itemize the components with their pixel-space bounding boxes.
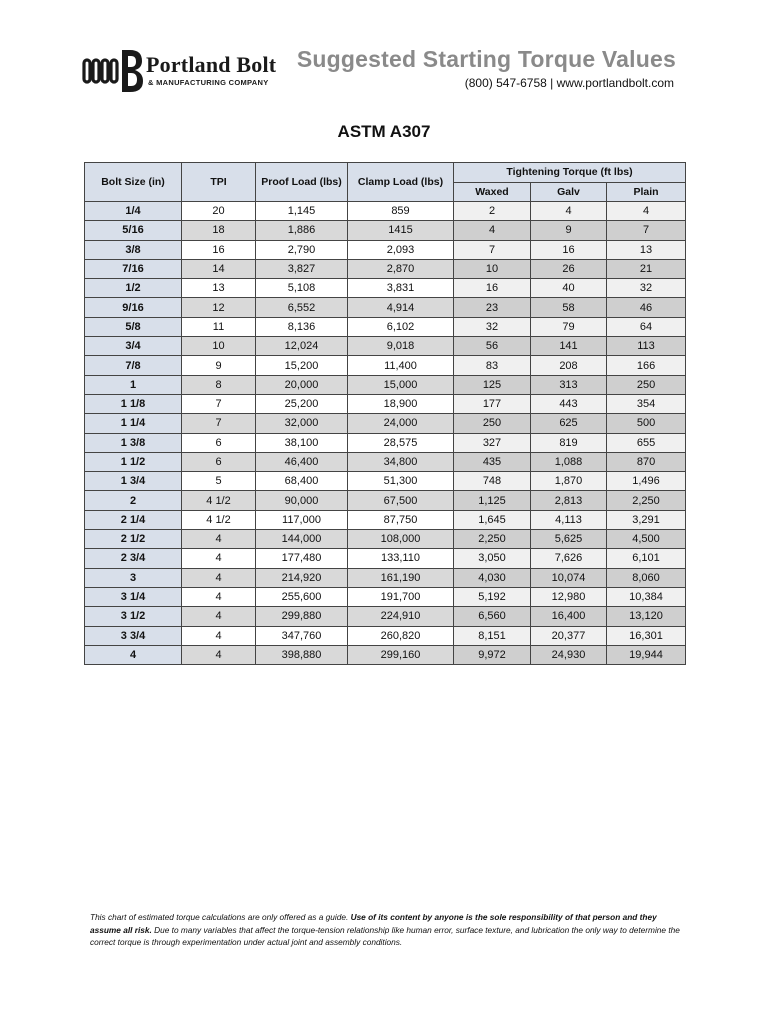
- cell-proof-load: 46,400: [256, 452, 348, 471]
- brand-name: Portland Bolt: [146, 52, 277, 77]
- cell-clamp-load: 24,000: [348, 414, 454, 433]
- cell-galv: 819: [531, 433, 607, 452]
- table-row: [85, 317, 686, 336]
- cell-plain: 21: [607, 259, 686, 278]
- cell-bolt-size: 7/16: [85, 259, 182, 278]
- cell-galv: 313: [531, 375, 607, 394]
- cell-galv: 20,377: [531, 626, 607, 645]
- table-row: [85, 375, 686, 394]
- cell-tpi: 18: [182, 221, 256, 240]
- cell-galv: 16,400: [531, 607, 607, 626]
- document-title: Suggested Starting Torque Values: [296, 46, 676, 72]
- cell-bolt-size: 1 1/8: [85, 394, 182, 413]
- header-clamp-load: Clamp Load (lbs): [348, 163, 454, 202]
- header-proof-load: Proof Load (lbs): [256, 163, 348, 202]
- cell-waxed: 250: [454, 414, 531, 433]
- cell-bolt-size: 1/4: [85, 202, 182, 221]
- cell-tpi: 11: [182, 317, 256, 336]
- table-row: [85, 472, 686, 491]
- cell-waxed: 5,192: [454, 587, 531, 606]
- disclaimer-text-1: This chart of estimated torque calculations are only offered as a guide.: [90, 912, 351, 922]
- cell-tpi: 4: [182, 568, 256, 587]
- cell-galv: 7,626: [531, 549, 607, 568]
- cell-galv: 1,088: [531, 452, 607, 471]
- cell-proof-load: 398,880: [256, 645, 348, 664]
- cell-galv: 141: [531, 337, 607, 356]
- cell-waxed: 4,030: [454, 568, 531, 587]
- cell-waxed: 435: [454, 452, 531, 471]
- cell-proof-load: 117,000: [256, 510, 348, 529]
- cell-tpi: 12: [182, 298, 256, 317]
- cell-bolt-size: 2 1/4: [85, 510, 182, 529]
- table-row: [85, 337, 686, 356]
- table-row: [85, 433, 686, 452]
- cell-galv: 2,813: [531, 491, 607, 510]
- cell-waxed: 6,560: [454, 607, 531, 626]
- cell-plain: 46: [607, 298, 686, 317]
- table-row: [85, 568, 686, 587]
- cell-waxed: 10: [454, 259, 531, 278]
- cell-proof-load: 5,108: [256, 279, 348, 298]
- cell-waxed: 1,645: [454, 510, 531, 529]
- cell-waxed: 7: [454, 240, 531, 259]
- cell-proof-load: 32,000: [256, 414, 348, 433]
- cell-waxed: 56: [454, 337, 531, 356]
- cell-clamp-load: 28,575: [348, 433, 454, 452]
- table-row: [85, 356, 686, 375]
- cell-bolt-size: 1 1/2: [85, 452, 182, 471]
- cell-bolt-size: 3: [85, 568, 182, 587]
- cell-plain: 870: [607, 452, 686, 471]
- disclaimer-text-2: Use of its content by anyone is the sole responsibility of that person and they assume all risk.: [90, 912, 657, 935]
- cell-galv: 24,930: [531, 645, 607, 664]
- cell-tpi: 5: [182, 472, 256, 491]
- cell-bolt-size: 1 1/4: [85, 414, 182, 433]
- cell-waxed: 2,250: [454, 530, 531, 549]
- cell-plain: 1,496: [607, 472, 686, 491]
- cell-waxed: 125: [454, 375, 531, 394]
- cell-waxed: 2: [454, 202, 531, 221]
- cell-plain: 500: [607, 414, 686, 433]
- table-row: [85, 491, 686, 510]
- cell-bolt-size: 9/16: [85, 298, 182, 317]
- cell-proof-load: 12,024: [256, 337, 348, 356]
- cell-clamp-load: 15,000: [348, 375, 454, 394]
- cell-bolt-size: 3/4: [85, 337, 182, 356]
- table-row: [85, 221, 686, 240]
- table-row: [85, 587, 686, 606]
- cell-tpi: 6: [182, 433, 256, 452]
- table-row: [85, 549, 686, 568]
- cell-clamp-load: 224,910: [348, 607, 454, 626]
- cell-clamp-load: 191,700: [348, 587, 454, 606]
- header-plain: Plain: [607, 182, 686, 202]
- cell-waxed: 9,972: [454, 645, 531, 664]
- table-row: [85, 202, 686, 221]
- cell-galv: 40: [531, 279, 607, 298]
- cell-galv: 625: [531, 414, 607, 433]
- cell-galv: 208: [531, 356, 607, 375]
- cell-tpi: 9: [182, 356, 256, 375]
- cell-plain: 3,291: [607, 510, 686, 529]
- cell-clamp-load: 1415: [348, 221, 454, 240]
- cell-clamp-load: 161,190: [348, 568, 454, 587]
- cell-bolt-size: 2 3/4: [85, 549, 182, 568]
- cell-tpi: 10: [182, 337, 256, 356]
- cell-clamp-load: 2,870: [348, 259, 454, 278]
- contact-info: (800) 547-6758 | www.portlandbolt.com: [464, 76, 674, 90]
- cell-tpi: 16: [182, 240, 256, 259]
- cell-bolt-size: 3 1/2: [85, 607, 182, 626]
- cell-plain: 13,120: [607, 607, 686, 626]
- cell-clamp-load: 34,800: [348, 452, 454, 471]
- spec-title: ASTM A307: [337, 122, 431, 141]
- cell-plain: 4: [607, 202, 686, 221]
- cell-waxed: 8,151: [454, 626, 531, 645]
- cell-tpi: 20: [182, 202, 256, 221]
- cell-plain: 16,301: [607, 626, 686, 645]
- cell-plain: 10,384: [607, 587, 686, 606]
- cell-tpi: 13: [182, 279, 256, 298]
- cell-proof-load: 15,200: [256, 356, 348, 375]
- cell-galv: 16: [531, 240, 607, 259]
- cell-clamp-load: 299,160: [348, 645, 454, 664]
- cell-proof-load: 299,880: [256, 607, 348, 626]
- cell-galv: 58: [531, 298, 607, 317]
- cell-proof-load: 255,600: [256, 587, 348, 606]
- header-bolt-size: Bolt Size (in): [85, 163, 182, 202]
- cell-tpi: 14: [182, 259, 256, 278]
- cell-plain: 354: [607, 394, 686, 413]
- cell-clamp-load: 51,300: [348, 472, 454, 491]
- cell-proof-load: 214,920: [256, 568, 348, 587]
- cell-proof-load: 20,000: [256, 375, 348, 394]
- cell-galv: 4,113: [531, 510, 607, 529]
- cell-galv: 26: [531, 259, 607, 278]
- cell-clamp-load: 133,110: [348, 549, 454, 568]
- cell-galv: 9: [531, 221, 607, 240]
- cell-proof-load: 177,480: [256, 549, 348, 568]
- cell-tpi: 7: [182, 394, 256, 413]
- cell-waxed: 16: [454, 279, 531, 298]
- cell-plain: 166: [607, 356, 686, 375]
- torque-table: [84, 162, 686, 665]
- table-row: [85, 394, 686, 413]
- cell-plain: 113: [607, 337, 686, 356]
- cell-bolt-size: 1 3/4: [85, 472, 182, 491]
- cell-waxed: 32: [454, 317, 531, 336]
- cell-waxed: 748: [454, 472, 531, 491]
- cell-tpi: 4: [182, 549, 256, 568]
- cell-plain: 32: [607, 279, 686, 298]
- cell-clamp-load: 6,102: [348, 317, 454, 336]
- cell-tpi: 8: [182, 375, 256, 394]
- table-row: [85, 626, 686, 645]
- cell-proof-load: 38,100: [256, 433, 348, 452]
- table-row: [85, 530, 686, 549]
- company-logo: [82, 44, 282, 98]
- cell-clamp-load: 108,000: [348, 530, 454, 549]
- cell-tpi: 4 1/2: [182, 510, 256, 529]
- table-row: [85, 414, 686, 433]
- table-row: [85, 259, 686, 278]
- cell-plain: 8,060: [607, 568, 686, 587]
- cell-proof-load: 6,552: [256, 298, 348, 317]
- cell-galv: 10,074: [531, 568, 607, 587]
- cell-galv: 12,980: [531, 587, 607, 606]
- cell-proof-load: 8,136: [256, 317, 348, 336]
- table-row: [85, 510, 686, 529]
- cell-proof-load: 90,000: [256, 491, 348, 510]
- cell-waxed: 3,050: [454, 549, 531, 568]
- cell-tpi: 4: [182, 626, 256, 645]
- cell-proof-load: 25,200: [256, 394, 348, 413]
- cell-bolt-size: 3 1/4: [85, 587, 182, 606]
- cell-tpi: 4: [182, 587, 256, 606]
- cell-proof-load: 1,145: [256, 202, 348, 221]
- cell-plain: 64: [607, 317, 686, 336]
- cell-tpi: 4: [182, 645, 256, 664]
- cell-proof-load: 144,000: [256, 530, 348, 549]
- cell-proof-load: 347,760: [256, 626, 348, 645]
- page-header: [0, 0, 768, 110]
- cell-bolt-size: 4: [85, 645, 182, 664]
- cell-bolt-size: 1/2: [85, 279, 182, 298]
- cell-plain: 4,500: [607, 530, 686, 549]
- disclaimer: [90, 911, 680, 949]
- torque-table-body: [85, 202, 686, 665]
- cell-bolt-size: 3/8: [85, 240, 182, 259]
- cell-galv: 1,870: [531, 472, 607, 491]
- table-row: [85, 279, 686, 298]
- cell-plain: 6,101: [607, 549, 686, 568]
- cell-clamp-load: 87,750: [348, 510, 454, 529]
- header-galv: Galv: [531, 182, 607, 202]
- cell-proof-load: 68,400: [256, 472, 348, 491]
- cell-proof-load: 2,790: [256, 240, 348, 259]
- cell-plain: 655: [607, 433, 686, 452]
- cell-clamp-load: 260,820: [348, 626, 454, 645]
- header-waxed: Waxed: [454, 182, 531, 202]
- cell-bolt-size: 5/8: [85, 317, 182, 336]
- cell-bolt-size: 5/16: [85, 221, 182, 240]
- header-tpi: TPI: [182, 163, 256, 202]
- brand-subtitle: & MANUFACTURING COMPANY: [148, 78, 269, 87]
- cell-galv: 4: [531, 202, 607, 221]
- cell-waxed: 1,125: [454, 491, 531, 510]
- cell-plain: 2,250: [607, 491, 686, 510]
- cell-galv: 443: [531, 394, 607, 413]
- cell-plain: 7: [607, 221, 686, 240]
- cell-galv: 79: [531, 317, 607, 336]
- disclaimer-text-3: Due to many variables that affect the torque-tension relationship like human error, surface texture, and lubrication the only way to determine the correct torque is through experimentation under actual joint and assembly conditions.: [90, 924, 680, 947]
- cell-plain: 13: [607, 240, 686, 259]
- cell-clamp-load: 18,900: [348, 394, 454, 413]
- cell-clamp-load: 859: [348, 202, 454, 221]
- table-row: [85, 452, 686, 471]
- cell-clamp-load: 4,914: [348, 298, 454, 317]
- cell-bolt-size: 1: [85, 375, 182, 394]
- cell-tpi: 4 1/2: [182, 491, 256, 510]
- cell-bolt-size: 1 3/8: [85, 433, 182, 452]
- cell-plain: 19,944: [607, 645, 686, 664]
- cell-galv: 5,625: [531, 530, 607, 549]
- table-row: [85, 645, 686, 664]
- cell-tpi: 6: [182, 452, 256, 471]
- cell-waxed: 177: [454, 394, 531, 413]
- cell-bolt-size: 2 1/2: [85, 530, 182, 549]
- cell-tpi: 4: [182, 530, 256, 549]
- table-row: [85, 607, 686, 626]
- cell-tpi: 4: [182, 607, 256, 626]
- cell-tpi: 7: [182, 414, 256, 433]
- cell-bolt-size: 2: [85, 491, 182, 510]
- cell-plain: 250: [607, 375, 686, 394]
- cell-waxed: 83: [454, 356, 531, 375]
- cell-waxed: 23: [454, 298, 531, 317]
- header-tightening-torque: Tightening Torque (ft lbs): [454, 163, 686, 183]
- table-row: [85, 240, 686, 259]
- cell-waxed: 327: [454, 433, 531, 452]
- cell-bolt-size: 7/8: [85, 356, 182, 375]
- cell-proof-load: 3,827: [256, 259, 348, 278]
- cell-clamp-load: 11,400: [348, 356, 454, 375]
- cell-clamp-load: 2,093: [348, 240, 454, 259]
- cell-clamp-load: 9,018: [348, 337, 454, 356]
- bolt-logo-icon: [82, 46, 144, 96]
- cell-clamp-load: 3,831: [348, 279, 454, 298]
- cell-waxed: 4: [454, 221, 531, 240]
- cell-proof-load: 1,886: [256, 221, 348, 240]
- cell-clamp-load: 67,500: [348, 491, 454, 510]
- cell-bolt-size: 3 3/4: [85, 626, 182, 645]
- table-row: [85, 298, 686, 317]
